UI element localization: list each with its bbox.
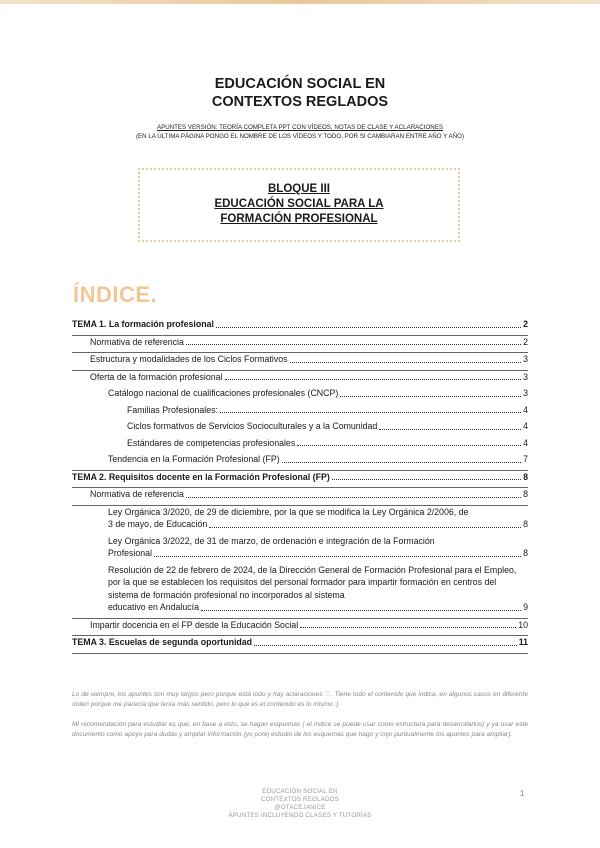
toc-leader-dots xyxy=(379,429,521,430)
toc-leader-dots xyxy=(340,396,521,397)
author-notes xyxy=(72,690,528,750)
footer-line4: APUNTES INCLUYENDO CLASES Y TUTORÍAS xyxy=(228,812,372,819)
toc-entry[interactable] xyxy=(72,387,528,404)
toc-entry[interactable] xyxy=(72,506,528,535)
toc-entry[interactable] xyxy=(72,420,528,437)
version-note: (EN LA ÚLTIMA PÁGINA PONGO EL NOMBRE DE LOS VÍDEOS Y TODO, POR SI CAMBIARAN ENTRE AÑO Y AÑO) xyxy=(135,133,465,140)
toc-entry-text: TEMA 3. Escuelas de segunda oportunidad xyxy=(72,637,253,647)
block-heading-box xyxy=(138,168,460,242)
top-decorative-line xyxy=(0,0,600,4)
page-number: 1 xyxy=(520,789,525,798)
block-number: BLOQUE III xyxy=(268,183,330,195)
toc-page-number: 4 xyxy=(523,421,528,431)
toc-page-number: 9 xyxy=(523,602,528,612)
index-heading: ÍNDICE. xyxy=(73,282,158,307)
toc-leader-dots xyxy=(282,462,521,463)
toc-entry-lead: Resolución de 22 de febrero de 2024, de la Dirección General de Formación Profesional para el Empleo, por la que se establecen los requisitos del personal formador para impartir formación en centros del sistema de formación profesional no incorporados al sistema xyxy=(108,564,517,600)
toc-page-number: 3 xyxy=(523,388,528,398)
toc-entry-tema1[interactable] xyxy=(72,318,528,336)
toc-entry[interactable] xyxy=(72,564,528,619)
note-paragraph-2: Mi recomendación para estudiar es que, en base a esto, se hagan esquemas ( el índice se puede usar como estructura para desarrollarlos) y ya usar este documento como apoyo para dudas y ampliar información (yo porej estudio de los esquemas que hago y cojo puntualmente los apuntes para ampliar). xyxy=(72,721,528,738)
toc-page-number: 4 xyxy=(523,437,528,448)
toc-entry[interactable] xyxy=(72,437,528,454)
block-title-line1: EDUCACIÓN SOCIAL PARA LA xyxy=(214,198,384,210)
toc-page-number: 3 xyxy=(523,371,528,382)
toc-page-number: 2 xyxy=(523,336,528,347)
toc-entry[interactable] xyxy=(72,336,528,354)
toc-entry-text: Profesional xyxy=(108,548,153,558)
toc-leader-dots xyxy=(300,627,516,628)
toc-page-number: 10 xyxy=(518,619,528,630)
toc-leader-dots xyxy=(254,645,517,646)
toc-entry[interactable] xyxy=(72,371,528,388)
toc-entry-text: educativo en Andalucía xyxy=(108,602,199,612)
toc-entry-text: TEMA 2. Requisitos docente en la Formación Profesional (FP) xyxy=(72,471,330,482)
toc-entry-tema2[interactable] xyxy=(72,471,528,489)
footer-line1: EDUCACIÓN SOCIAL EN xyxy=(262,788,338,795)
table-of-contents xyxy=(72,318,528,654)
toc-entry-text: Normativa de referencia xyxy=(90,336,184,347)
toc-entry-text: Estándares de competencias profesionales xyxy=(127,437,296,448)
page-footer xyxy=(0,788,600,820)
toc-leader-dots xyxy=(332,479,521,480)
toc-entry-text: Tendencia en la Formación Profesional (FP) xyxy=(108,454,280,464)
toc-entry[interactable] xyxy=(72,353,528,371)
toc-leader-dots xyxy=(297,445,521,446)
toc-page-number: 8 xyxy=(523,548,528,558)
toc-entry-text: TEMA 1. La formación profesional xyxy=(72,319,214,329)
toc-leader-dots xyxy=(209,527,521,528)
toc-leader-dots xyxy=(220,412,521,413)
toc-page-number: 8 xyxy=(523,489,528,499)
footer-line2: CONTEXTOS REGLADOS xyxy=(260,796,340,803)
toc-entry[interactable] xyxy=(72,619,528,637)
toc-entry-text: Estructura y modalidades de los Ciclos Formativos xyxy=(90,354,288,364)
toc-page-number: 8 xyxy=(523,471,528,482)
toc-entry-text: Catálogo nacional de cualificaciones profesionales (CNCP) xyxy=(108,388,339,398)
toc-entry-text: Normativa de referencia xyxy=(90,489,184,499)
note-paragraph-1: Lo de siempre, los apuntes son muy largos pero porque está todo y hay aclaraciones ♡. Tiene todo el contenido que indica, en algunos casos en diferente orden porque me parecía que tenía más sentido, pero lo que es el contenido es lo mismo :) xyxy=(72,691,528,708)
document-title-line1: EDUCACIÓN SOCIAL EN xyxy=(214,76,386,92)
toc-leader-dots xyxy=(154,556,521,557)
footer-handle: @OTACEJANICE xyxy=(274,804,326,811)
block-title-line2: FORMACIÓN PROFESIONAL xyxy=(220,213,378,225)
toc-entry-text: 3 de mayo, de Educación xyxy=(108,519,208,529)
toc-entry-lead: Ley Orgánica 3/2020, de 29 de diciembre, por la que se modifica la Ley Orgánica 2/2006, de xyxy=(108,506,469,517)
toc-entry-text: Familias Profesionales: xyxy=(127,404,218,415)
toc-entry[interactable] xyxy=(72,535,528,564)
toc-page-number: 8 xyxy=(523,519,528,529)
toc-leader-dots xyxy=(290,362,522,363)
toc-leader-dots xyxy=(201,610,521,611)
toc-leader-dots xyxy=(186,344,521,345)
toc-entry-text: Oferta de la formación profesional xyxy=(90,371,223,382)
toc-entry-lead: Ley Orgánica 3/2022, de 31 de marzo, de ordenación e integración de la Formación xyxy=(108,535,435,546)
toc-page-number: 7 xyxy=(523,454,528,464)
toc-leader-dots xyxy=(225,379,522,380)
version-subtitle: APUNTES VERSIÓN: TEORÍA COMPLETA PPT CON VÍDEOS, NOTAS DE CLASE Y ACLARACIONES xyxy=(156,124,444,131)
toc-page-number: 4 xyxy=(523,404,528,415)
toc-entry-tema3[interactable] xyxy=(72,636,528,654)
document-title-line2: CONTEXTOS REGLADOS xyxy=(211,94,389,110)
toc-entry[interactable] xyxy=(72,404,528,421)
toc-page-number: 2 xyxy=(523,319,528,329)
toc-leader-dots xyxy=(216,327,521,328)
toc-page-number: 3 xyxy=(523,354,528,364)
toc-entry-text: Ciclos formativos de Servicios Socioculturales y a la Comunidad xyxy=(127,421,378,431)
toc-entry[interactable] xyxy=(72,453,528,471)
toc-entry[interactable] xyxy=(72,488,528,506)
toc-entry-text: Impartir docencia en el FP desde la Educación Social xyxy=(90,619,299,630)
toc-leader-dots xyxy=(186,497,521,498)
toc-page-number: 11 xyxy=(518,637,528,647)
